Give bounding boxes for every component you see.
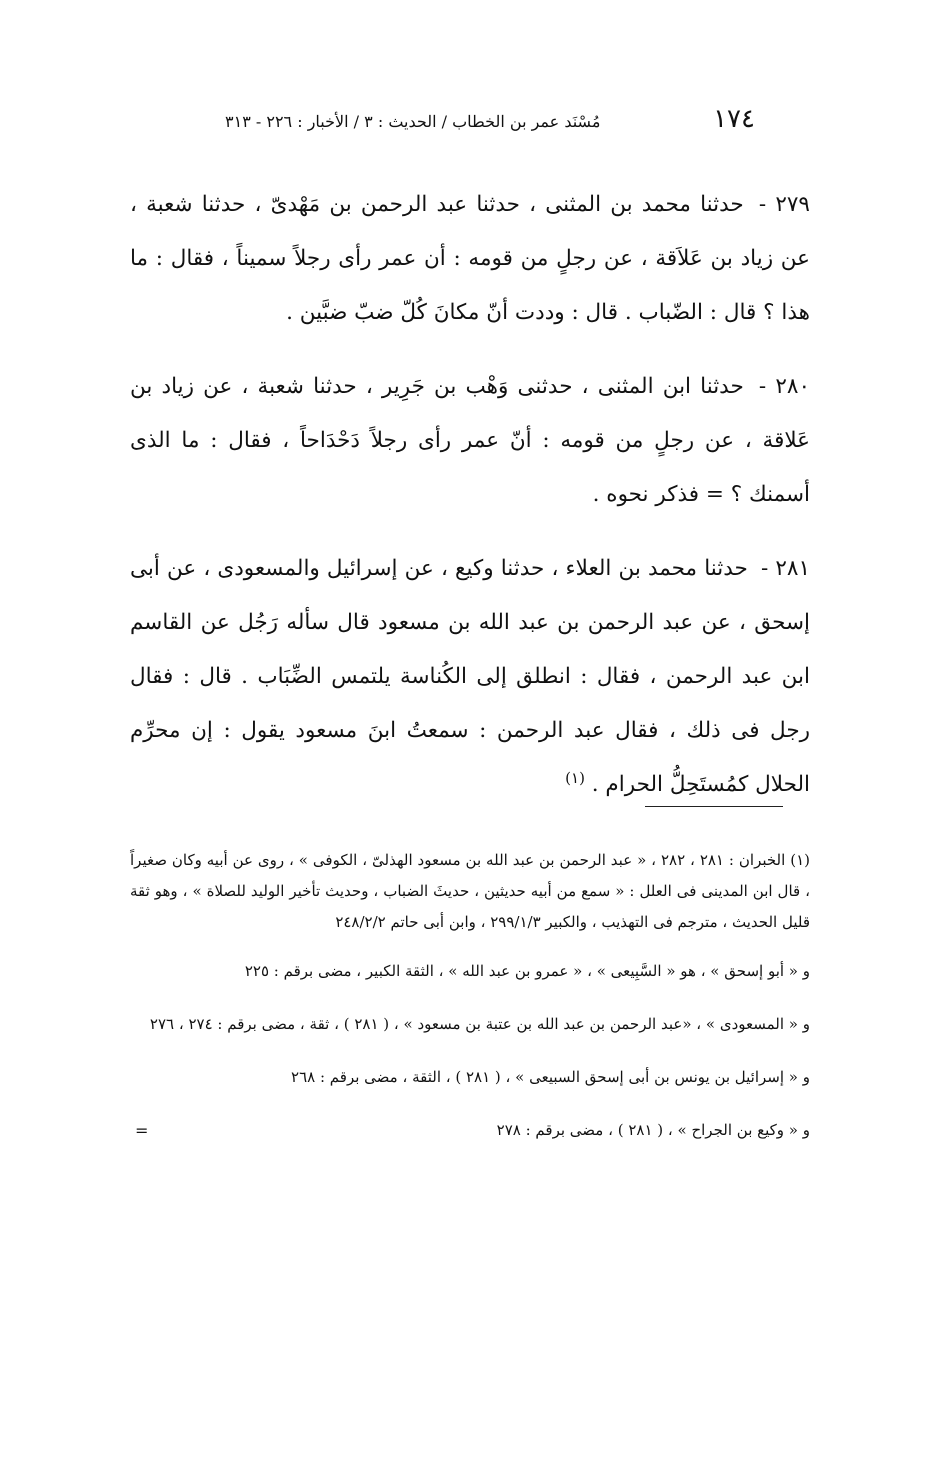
running-head: مُسْنَد عمر بن الخطاب / الحديث : ٣ / الأخبار : ٢٢٦ - ٣١٣ [225,112,601,131]
hadith-text: حدثنا ابن المثنى ، حدثنى وَهْب بن جَرِير ، حدثنا شعبة ، عن زياد بن عَلاقة ، عن رجلٍ من قومه : أنّ عمر رأى رجلاً دَحْدَاحاً ، فقال : ما الذى أسمنك ؟ = فذكر نحوه . [130,374,810,507]
footnotes [130,845,810,1146]
hadith-number: ٢٨٠ - [758,374,810,399]
footnote-line-masudi: و « المسعودى » ، «عبد الرحمن بن عبد الله بن عتبة بن مسعود » ، ( ٢٨١ ) ، ثقة ، مضى برقم : ٢٧٤ ، ٢٧٦ [149,1015,810,1033]
hadith-text: حدثنا محمد بن المثنى ، حدثنا عبد الرحمن بن مَهْدىّ ، حدثنا شعبة ، عن زياد بن عَلاَقة ، عن رجلٍ من قومه : أن عمر رأى رجلاً سميناً ، فقال : ما هذا ؟ قال : الضّباب . قال : وددت أنّ مكانَ كُلّ ضبّ ضبَّين . [130,192,810,325]
page-header [225,104,755,144]
hadith-number: ٢٨١ - [760,556,810,581]
hadith-279 [130,178,810,340]
footnote-1: (١) الخبران : ٢٨١ ، ٢٨٢ ، « عبد الرحمن بن عبد الله بن مسعود الهذلىّ ، الكوفى » ، روى عن أبيه وكان صغيراً ، قال ابن المدينى فى العلل : « سمع من أبيه حديثين ، حديثَ الضباب ، وحديث تأخير الوليد للصلاة » ، وهو ثقة قليل الحديث ، مترجم فى التهذيب ، والكبير ٢٩٩/١/٣ ، وابن أبى حاتم ٢٤٨/٢/٢ [130,851,810,931]
footnote-line-waki [130,1115,810,1146]
main-text [130,178,810,832]
footnote-line-abu-ishaq: و « أبو إسحق » ، هو « السَّبِيعى » ، « عمرو بن عبد الله » ، الثقة الكبير ، مضى برقم : ٢٢٥ [244,962,810,980]
continuation-mark: = [135,1121,149,1140]
footnote-line-israil: و « إسرائيل بن يونس بن أبى إسحق السبيعى » ، ( ٢٨١ ) ، الثقة ، مضى برقم : ٢٦٨ [291,1068,810,1086]
hadith-text: حدثنا محمد بن العلاء ، حدثنا وكيع ، عن إسرائيل والمسعودى ، عن أبى إسحق ، عن عبد الرحمن بن عبد الله بن مسعود قال سأله رَجُل عن القاسم ابن عبد الرحمن ، فقال : انطلق إلى الكُناسة يلتمس الضِّبَاب . قال : فقال رجل فى ذلك ، فقال عبد الرحمن : سمعتُ ابنَ مسعود يقول : إن محرِّم الحلال كمُستَحِلُّ الحرام . [130,556,810,797]
footnote-line-waki-text: و « وكيع بن الجراح » ، ( ٢٨١ ) ، مضى برقم : ٢٧٨ [496,1121,810,1139]
page-number: ١٧٤ [713,104,755,134]
footnote-reference: (١) [565,768,585,787]
hadith-281 [130,542,810,812]
footnote-divider [645,806,783,807]
hadith-number: ٢٧٩ - [758,192,810,217]
hadith-280 [130,360,810,522]
